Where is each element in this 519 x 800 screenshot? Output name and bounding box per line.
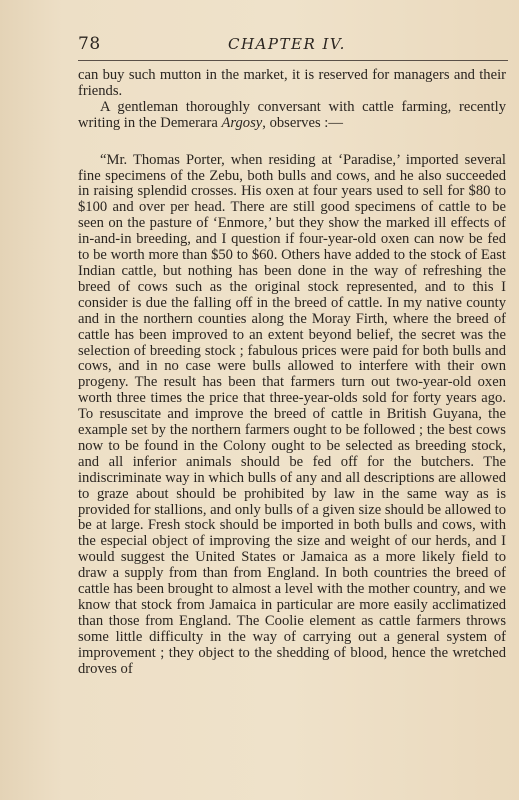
paragraph-intro: A gentleman thoroughly conversant with cattle farming, recently writing in the Demerara Argosy, observes :— <box>78 98 506 131</box>
body-text <box>78 68 506 678</box>
running-header <box>78 34 510 54</box>
paragraph-continuation: can buy such mutton in the market, it is reserved for managers and their friends. <box>78 67 506 99</box>
quoted-paragraph: “Mr. Thomas Porter, when residing at ‘Paradise,’ imported several fine specimens of the Zebu, both bulls and cows, and he also succeeded in raising splendid crosses. His oxen at four years used to sell for $80 to $100 and over per head. There are still good specimens of cattle to be seen on the pasture of ‘Enmore,’ but they show the marked ill effects of in-and-in breeding, and I question if four-year-old oxen can now be fed to be worth more than $50 to $60. Others have added to the stock of East Indian cattle, but nothing has been done in the way of refreshing the breed of cows such as the original stock represented, and to this I consider is due the falling off in the breed of cattle. In my native county and in the northern counties along the Moray Firth, where the breed of cattle has been improved to an extent beyond belief, the secret was the selection of breeding stock ; fabulous prices were paid for both bulls and cows, and in no case were bulls allowed to interfere with their own progeny. The result has been that farmers turn out two-year-old oxen worth three times the price that three-year-olds sold for forty years ago. To resuscitate and improve the breed of cattle in British Guyana, the example set by the northern farmers ought to be followed ; the best cows now to be found in the Colony ought to be selected as breeding stock, and all inferior animals should be fed off for the butchers. The indiscriminate way in which bulls of any and all descriptions are allowed to graze about should be prohibited by law in the same way as is provided for stallions, and only bulls of a given size should be allowed to be at large. Fresh stock should be imported in both bulls and cows, with the especial object of improving the size and weight of our herds, and I would suggest the United States or Jamaica as a more likely field to draw a supply from than from England. In both countries the breed of cattle has been brought to almost a level with the mother country, and we know that stock from Jamaica in particular are more easily acclimatized than those from England. The Coolie element as cattle farmers throws some little difficulty in the way of carrying out a general system of improvement ; they object to the shedding of blood, hence the wretched droves of <box>78 151 507 677</box>
header-rule <box>78 60 508 61</box>
publication-title: Argosy <box>221 114 263 131</box>
chapter-title: CHAPTER IV. <box>228 35 346 53</box>
page-number: 78 <box>78 34 101 54</box>
